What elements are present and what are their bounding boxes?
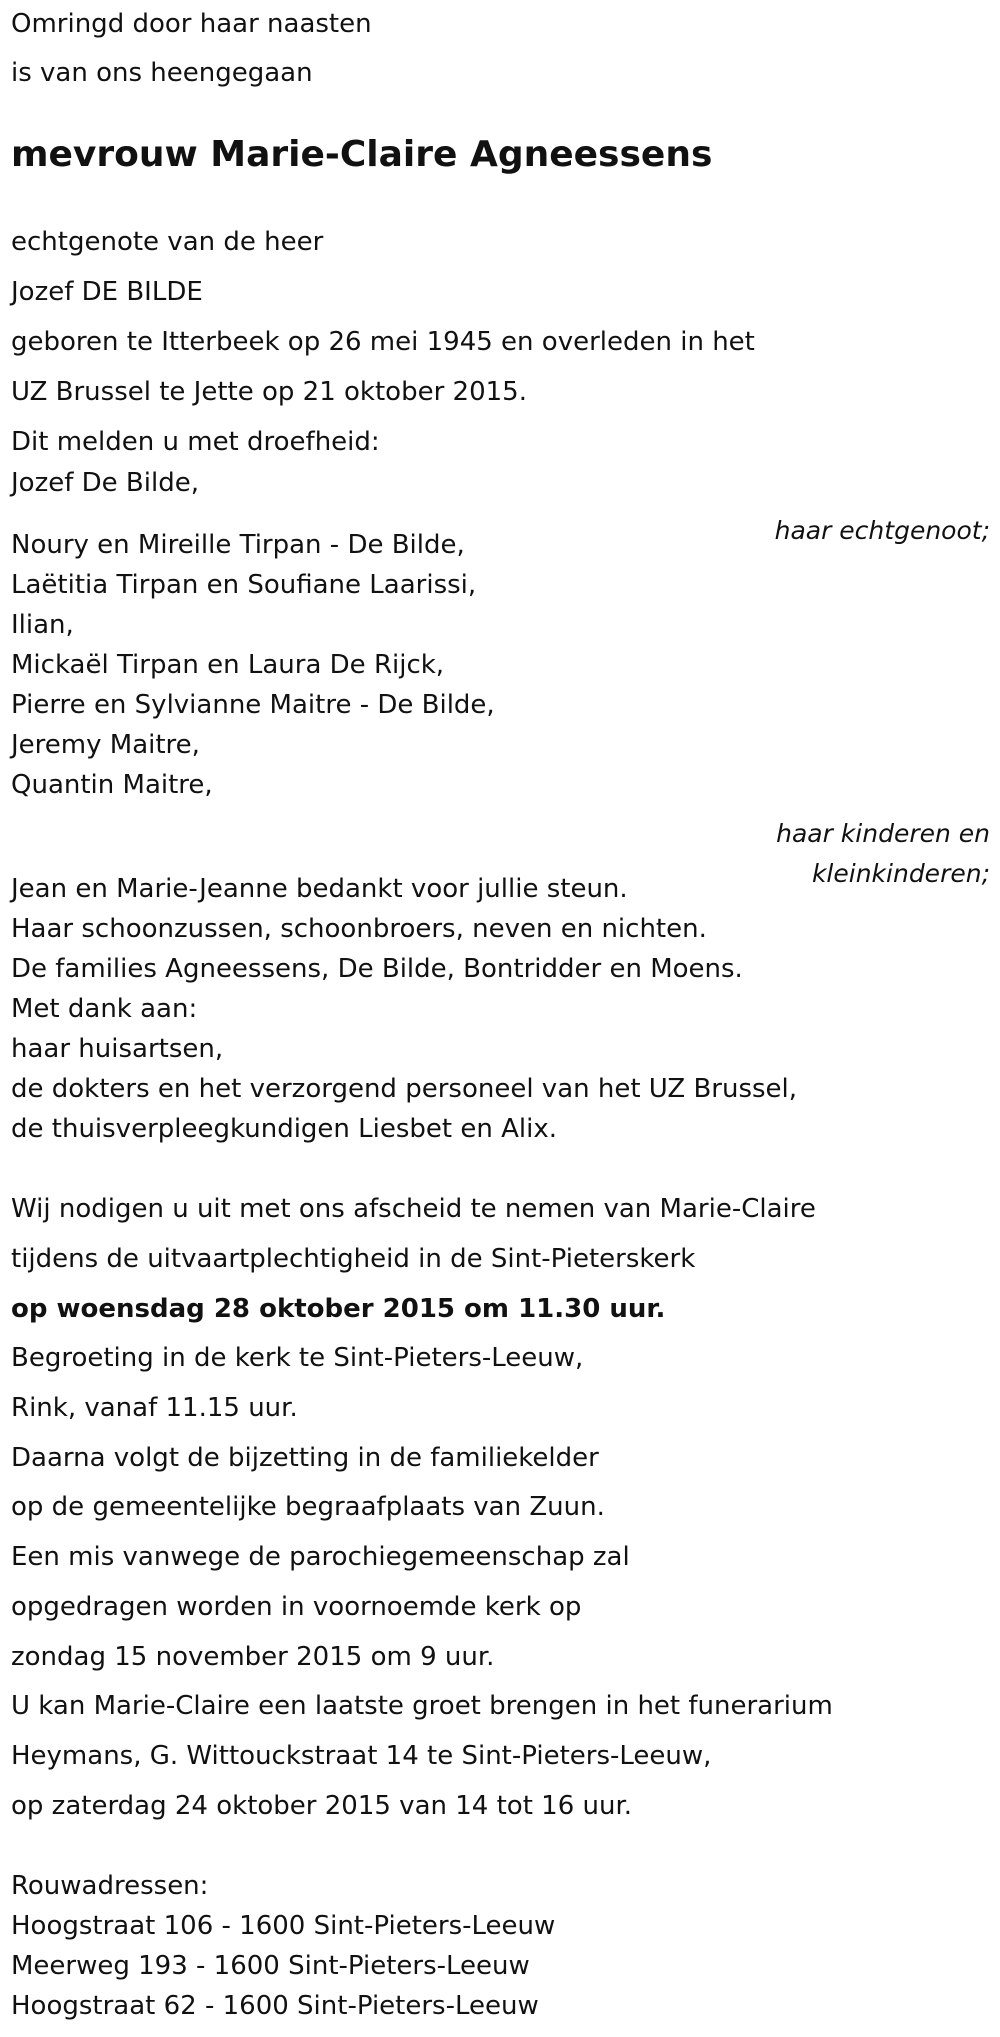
ceremony-detail: Heymans, G. Wittouckstraat 14 te Sint-Pieters-Leeuw, [11,1741,712,1771]
family-member: Pierre en Sylvianne Maitre - De Bilde, [11,690,495,720]
ceremony-invite: Wij nodigen u uit met ons afscheid te nemen van Marie-Claire [11,1194,816,1224]
family-role: haar kinderen en [776,819,990,848]
ceremony-detail: opgedragen worden in voornoemde kerk op [11,1592,582,1622]
ceremony-detail: Daarna volgt de bijzetting in de familiekelder [11,1443,599,1473]
family-member: Jeremy Maitre, [11,730,200,760]
ceremony-detail: U kan Marie-Claire een laatste groet brengen in het funerarium [11,1691,833,1721]
ceremony-detail: Een mis vanwege de parochiegemeenschap zal [11,1542,630,1572]
ceremony-invite: tijdens de uitvaartplechtigheid in de Sint-Pieterskerk [11,1244,696,1274]
birth-death-line: geboren te Itterbeek op 26 mei 1945 en overleden in het [11,327,755,357]
address-item: Hoogstraat 62 - 1600 Sint-Pieters-Leeuw [11,1991,539,2021]
birth-death-line: UZ Brussel te Jette op 21 oktober 2015. [11,377,527,407]
ceremony-date-time: op woensdag 28 oktober 2015 om 11.30 uur. [11,1294,666,1324]
other-mourner: Met dank aan: [11,994,198,1024]
family-member: Laëtitia Tirpan en Soufiane Laarissi, [11,570,477,600]
spouse-role: haar echtgenoot; [774,516,990,545]
ceremony-detail: Begroeting in de kerk te Sint-Pieters-Leeuw, [11,1343,584,1373]
mourner-spouse: Jozef De Bilde, [11,468,199,498]
mourners-intro: Dit melden u met droefheid: [11,427,380,457]
other-mourner: de thuisverpleegkundigen Liesbet en Alix. [11,1114,557,1144]
other-mourner: De families Agneessens, De Bilde, Bontridder en Moens. [11,954,743,984]
ceremony-detail: zondag 15 november 2015 om 9 uur. [11,1642,495,1672]
ceremony-detail: op de gemeentelijke begraafplaats van Zuun. [11,1492,605,1522]
other-mourner: haar huisartsen, [11,1034,224,1064]
intro-line: is van ons heengegaan [11,58,313,88]
family-member: Mickaël Tirpan en Laura De Rijck, [11,650,445,680]
other-mourner: de dokters en het verzorgend personeel van het UZ Brussel, [11,1074,798,1104]
spouse-intro: echtgenote van de heer [11,227,324,257]
spouse-name: Jozef DE BILDE [11,277,203,307]
ceremony-detail: Rink, vanaf 11.15 uur. [11,1393,298,1423]
address-item: Meerweg 193 - 1600 Sint-Pieters-Leeuw [11,1951,530,1981]
addresses-title: Rouwadressen: [11,1871,209,1901]
intro-line: Omringd door haar naasten [11,9,372,39]
other-mourner: Haar schoonzussen, schoonbroers, neven en nichten. [11,914,707,944]
family-member: Ilian, [11,610,74,640]
family-member: Quantin Maitre, [11,770,213,800]
deceased-name: mevrouw Marie-Claire Agneessens [11,134,713,175]
family-member: Noury en Mireille Tirpan - De Bilde, [11,530,465,560]
address-item: Hoogstraat 106 - 1600 Sint-Pieters-Leeuw [11,1911,556,1941]
ceremony-detail: op zaterdag 24 oktober 2015 van 14 tot 16 uur. [11,1791,633,1821]
family-role: kleinkinderen; [811,859,990,888]
other-mourner: Jean en Marie-Jeanne bedankt voor jullie steun. [11,874,628,904]
